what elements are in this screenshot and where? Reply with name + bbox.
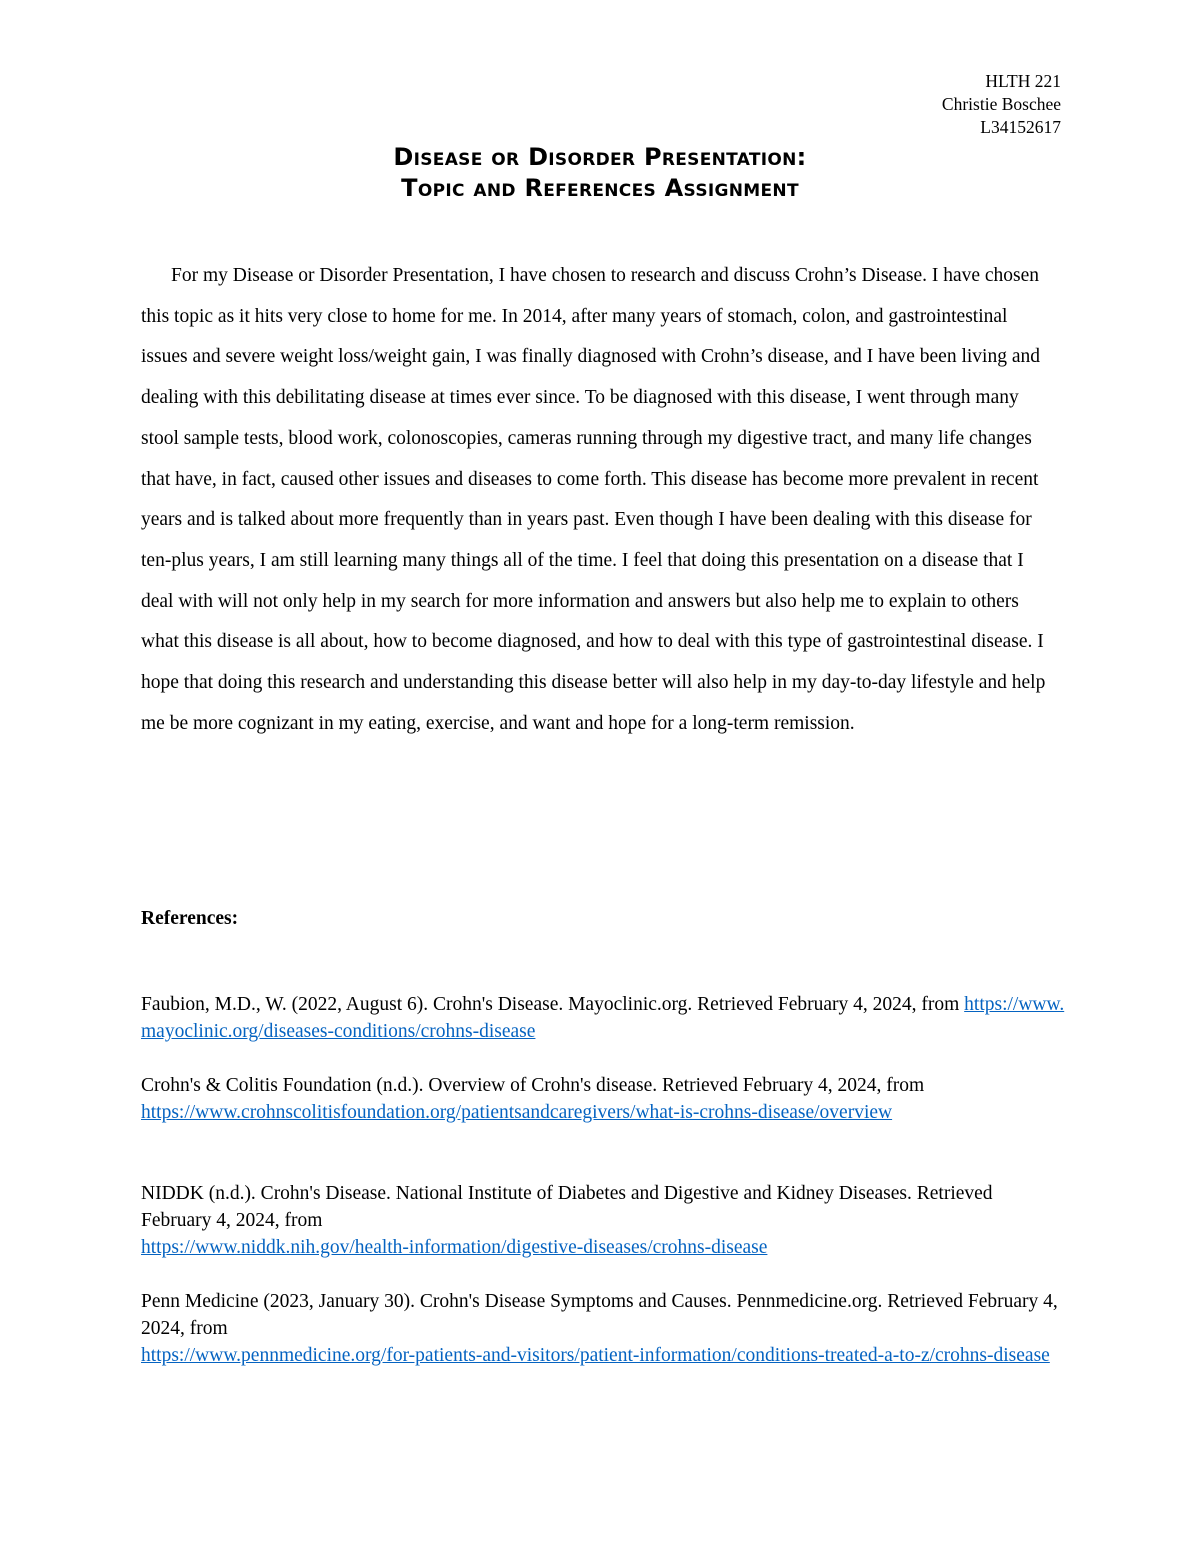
header-block bbox=[942, 70, 1061, 139]
body-paragraph: For my Disease or Disorder Presentation, I have chosen to research and discuss Crohn’s Disease. I have chosen this topic as it hits very close to home for me. In 2014, after many years of stomach, colon, and gastrointestinal issues and severe weight loss/weight gain, I was finally diagnosed with Crohn’s disease, and I have been living and dealing with this debilitating disease at times ever since. To be diagnosed with this disease, I went through many stool sample tests, blood work, colonoscopies, cameras running through my digestive tract, and many life changes that have, in fact, caused other issues and diseases to come forth. This disease has become more prevalent in recent years and is talked about more frequently than in years past. Even though I have been dealing with this disease for ten-plus years, I am still learning many things all of the time. I feel that doing this presentation on a disease that I deal with will not only help in my search for more information and answers but also help me to explain to others what this disease is all about, how to become diagnosed, and how to deal with this type of gastrointestinal disease. I hope that doing this research and understanding this disease better will also help in my day-to-day lifestyle and help me be more cognizant in my eating, exercise, and want and hope for a long-term remission. bbox=[141, 265, 1046, 734]
reference-link[interactable]: https://www.pennmedicine.org/for-patients-and-visitors/patient-information/conditions-treated-a-to-z/crohns-disease bbox=[141, 1345, 1050, 1366]
title-line-2: Topic and References Assignment bbox=[401, 174, 799, 202]
reference-item-3 bbox=[141, 1180, 1066, 1261]
title-line-1: Disease or Disorder Presentation: bbox=[393, 143, 807, 171]
reference-item-1 bbox=[141, 991, 1066, 1045]
reference-item-2 bbox=[141, 1072, 1066, 1126]
references-heading: References: bbox=[141, 908, 239, 929]
reference-link[interactable]: https://www.mayoclinic.org/diseases-conditions/crohns-disease bbox=[141, 994, 1065, 1042]
course-code: HLTH 221 bbox=[985, 71, 1061, 91]
reference-link[interactable]: https://www.crohnscolitisfoundation.org/patientsandcaregivers/what-is-crohns-disease/overview bbox=[141, 1102, 893, 1123]
reference-link[interactable]: https://www.niddk.nih.gov/health-information/digestive-diseases/crohns-disease bbox=[141, 1237, 768, 1258]
reference-text: Crohn's & Colitis Foundation (n.d.). Overview of Crohn's disease. Retrieved February 4, 2024, from bbox=[141, 1075, 925, 1096]
reference-item-4 bbox=[141, 1288, 1066, 1369]
student-id: L34152617 bbox=[980, 117, 1061, 137]
reference-text: Penn Medicine (2023, January 30). Crohn's Disease Symptoms and Causes. Pennmedicine.org. Retrieved February 4, 2024, from bbox=[141, 1291, 1058, 1339]
document-title bbox=[0, 142, 1200, 204]
reference-text: Faubion, M.D., W. (2022, August 6). Crohn's Disease. Mayoclinic.org. Retrieved February 4, 2024, from bbox=[141, 994, 965, 1015]
reference-text: NIDDK (n.d.). Crohn's Disease. National Institute of Diabetes and Digestive and Kidney Diseases. Retrieved February 4, 2024, from bbox=[141, 1183, 993, 1231]
author-name: Christie Boschee bbox=[941, 94, 1061, 114]
